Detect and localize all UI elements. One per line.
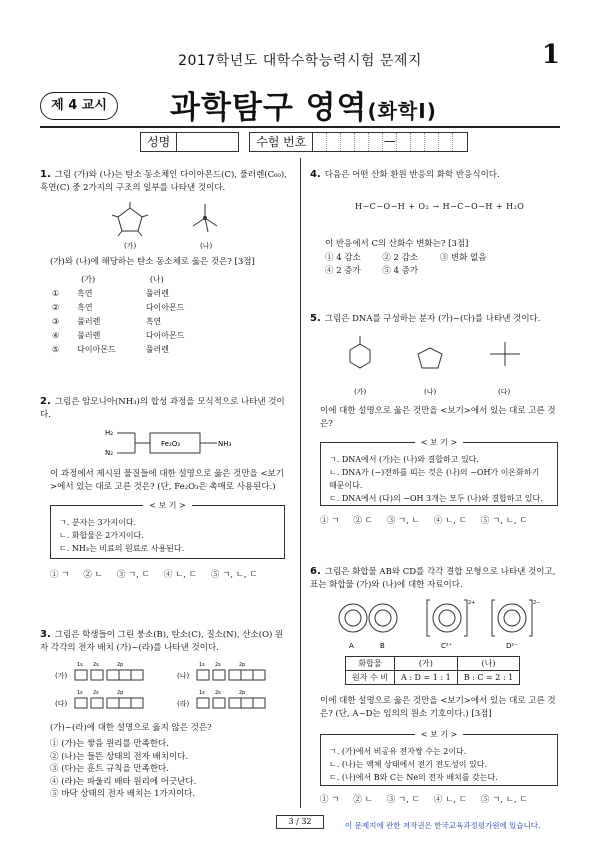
q6-table-cell: B : C = 2 : 1 [457,671,520,685]
svg-text:1s: 1s [199,662,205,668]
q5-answer[interactable]: ③ ㄱ, ㄴ [386,516,420,526]
q4-option[interactable]: ② 2 감소 [382,253,419,263]
svg-text:2p: 2p [117,690,124,696]
q6-answer[interactable]: ① ㄱ [320,795,340,805]
q6-table-header: (나) [457,657,520,671]
svg-text:(가): (가) [55,672,68,680]
exam-number-dash: — [383,133,397,151]
svg-text:2s: 2s [215,662,221,668]
phosphate-structure [490,342,520,366]
q6-table [345,656,520,685]
question-3 [40,628,290,655]
q3-config-c [55,690,143,708]
q6-bogi-item: ㄱ. (가)에서 비공유 전자쌍 수는 2이다. [329,747,467,756]
q6-answer[interactable]: ④ ㄴ, ㄷ [433,795,467,805]
q5-answer[interactable]: ② ㄷ [353,516,373,526]
q6-bogi-item: ㄷ. (나)에서 B와 C는 Ne의 전자 배치를 갖는다. [329,773,498,782]
period-badge: 제 4 교시 [40,92,118,120]
q1-label-b: (나) [200,242,213,250]
id-row [140,132,468,152]
q5-answers [320,514,542,526]
q6-answer[interactable]: ② ㄴ [353,795,373,805]
question-4 [310,168,560,182]
q3-question: (가)~(라)에 대한 설명으로 옳지 않은 것은? [50,723,212,733]
subject-main: 과학탐구 영역 [170,90,368,126]
svg-text:(나): (나) [177,672,190,680]
q3-config-b [177,662,265,680]
q6-question: 이에 대한 설명으로 옳은 것만을 <보기>에서 있는 대로 고른 것은? (단, A~D는 임의의 원소 기호이다.) [3점] [320,696,556,719]
q5-bogi-item: ㄱ. DNA에서 (가)는 (나)와 결합하고 있다. [329,455,479,464]
q3-option[interactable]: ② (나)는 들뜬 상태의 전자 배치이다. [50,751,189,762]
q6-table-cell: A : D = 1 : 1 [395,671,458,685]
q2-answer[interactable]: ④ ㄴ, ㄷ [163,570,197,580]
q2-n2: N₂ [105,449,114,457]
q6-bogi-item: ㄴ. (나)는 액체 상태에서 전기 전도성이 있다. [329,760,487,769]
q4-text: 다음은 어떤 산화 환원 반응의 화학 반응식이다. [324,170,500,180]
q4-number: 4. [310,169,321,180]
q5-label-a: (가) [354,388,367,396]
svg-text:2p: 2p [239,662,246,668]
svg-text:1s: 1s [77,690,83,696]
q5-number: 5. [310,313,321,324]
svg-text:(다): (다) [55,700,68,708]
q3-option[interactable]: ① (가)는 쌓음 원리를 만족한다. [50,739,169,749]
svg-text:2−: 2− [533,600,541,606]
svg-text:2+: 2+ [468,600,476,606]
q3-config-d [177,690,265,708]
q1-option[interactable]: ② 흑연 다이아몬드 [52,303,185,312]
q2-answer[interactable]: ③ ㄱ, ㄷ [116,570,150,580]
svg-text:2s: 2s [93,690,99,696]
q3-option[interactable]: ⑤ 바닥 상태의 전자 배치는 1가지이다. [50,789,196,799]
svg-text:B: B [380,642,385,650]
svg-text:2s: 2s [215,690,221,696]
q5-bogi-box [320,438,558,506]
q3-config-a [55,662,143,680]
copyright-notice: 이 문제지에 관한 저작권은 한국교육과정평가원에 있습니다. [345,821,541,830]
q2-bogi-item: ㄷ. NH₃는 비료의 원료로 사용된다. [59,544,185,553]
q5-figure [340,330,550,398]
q2-bogi-title: < 보 기 > [143,501,192,510]
q5-text: 그림은 DNA를 구성하는 분자 (가)~(다)를 나타낸 것이다. [324,314,541,324]
q6-answer[interactable]: ③ ㄱ, ㄷ [386,795,420,805]
q5-answer[interactable]: ① ㄱ [320,516,340,526]
svg-text:2s: 2s [93,662,99,668]
q6-table-header: 화합물 [346,657,395,671]
svg-text:C²⁺: C²⁺ [441,642,453,650]
q3-option[interactable]: ④ (라)는 파울리 배타 원리에 어긋난다. [50,776,197,787]
page-indicator: 3 / 32 [276,815,324,829]
q5-label-c: (다) [498,388,511,396]
svg-text:1s: 1s [199,690,205,696]
q5-question: 이에 대한 설명으로 옳은 것만을 <보기>에서 있는 대로 고른 것은? [320,406,556,429]
q4-option[interactable]: ⑤ 4 증가 [382,266,419,276]
q2-answer[interactable]: ② ㄴ [83,570,103,580]
pentagon-structure [112,202,148,236]
q3-option[interactable]: ③ (다)는 훈트 규칙을 만족한다. [50,764,169,774]
q4-option[interactable]: ① 4 감소 [325,253,361,263]
q2-h2: H₂ [105,429,114,437]
q3-options [50,738,290,801]
exam-number-field[interactable] [313,132,468,152]
subject-title [170,82,437,127]
q2-text: 그림은 암모니아(NH₃)의 합성 과정을 모식적으로 나타낸 것이다. [40,397,285,420]
q6-d-ion [492,600,540,650]
q5-answer[interactable]: ⑤ ㄱ, ㄴ, ㄷ [480,516,528,526]
deoxyribose-structure [418,348,442,368]
q6-answer[interactable]: ⑤ ㄱ, ㄴ, ㄷ [480,795,528,805]
q2-bogi-box [50,501,285,559]
question-6 [310,565,560,592]
q2-answers [50,568,272,580]
q6-table-header: (가) [395,657,458,671]
q1-option[interactable]: ⑤ 다이아몬드 풀러렌 [52,345,169,354]
page-number: 1 [541,40,560,70]
name-label: 성명 [140,132,177,152]
q6-figure [335,596,555,654]
q1-option[interactable]: ① 흑연 풀러렌 [52,289,169,298]
q6-bogi-box [320,730,558,786]
q1-options [50,272,192,358]
svg-text:D²⁻: D²⁻ [506,642,518,650]
q1-label-a: (가) [124,242,137,250]
total-pages: 32 [301,817,312,826]
q1-col-b: (나) [149,275,164,284]
q2-catalyst: Fe₂O₃ [161,440,181,448]
svg-text:2p: 2p [239,690,246,696]
q6-c-ion [427,600,475,650]
q5-bogi-item: ㄴ. DNA가 (−)전하를 띠는 것은 (나)의 −OH가 이온화하기 때문이다. [329,468,540,490]
svg-text:A: A [349,642,354,650]
q1-option[interactable]: ③ 풀러렌 흑연 [52,317,162,326]
exam-number-label: 수험 번호 [249,132,313,152]
q2-figure [105,425,255,461]
q4-question: 이 반응에서 C의 산화수 변화는? [3점] [325,239,469,249]
q2-bogi-item: ㄱ. 분자는 3가지이다. [59,518,137,527]
q6-ab-model [339,604,397,650]
q5-bogi-item: ㄷ. DNA에서 (다)의 −OH 3개는 모두 (나)와 결합하고 있다. [329,494,543,503]
name-field[interactable] [177,132,239,152]
q6-bogi-title: < 보 기 > [415,730,464,739]
q3-figure [55,658,295,718]
q4-equation: H−C−O−H + O₂ → H−C−O−H + H₂O [355,202,525,211]
svg-text:1s: 1s [77,662,83,668]
question-1 [40,168,290,195]
question-5 [310,312,560,326]
q1-number: 1. [40,169,51,180]
cytosine-structure [350,336,370,368]
q5-bogi-title: < 보 기 > [415,438,464,447]
q2-product: NH₃ [218,440,232,448]
q4-options [325,252,555,278]
q6-number: 6. [310,566,321,577]
q3-number: 3. [40,629,51,640]
q2-answer[interactable]: ⑤ ㄱ, ㄴ, ㄷ [210,570,258,580]
q5-label-b: (나) [424,388,437,396]
tetrahedral-structure [193,204,217,232]
q4-option[interactable]: ③ 변화 없음 [439,253,487,263]
q3-text: 그림은 학생들이 그린 붕소(B), 탄소(C), 질소(N), 산소(O) 원자 각각의 전자 배치 (가)~(라)를 나타낸 것이다. [40,630,284,653]
question-2 [40,395,290,422]
svg-text:(라): (라) [177,700,190,708]
q2-bogi-item: ㄴ. 화합물은 2가지이다. [59,531,144,540]
q1-option[interactable]: ④ 풀러렌 다이아몬드 [52,331,185,340]
q1-text: 그림 (가)와 (나)는 탄소 동소체인 다이아몬드(C), 풀러렌(C₆₀), 흑연(C) 중 2가지의 구조의 일부를 나타낸 것이다. [40,170,287,193]
q6-text: 그림은 화합물 AB와 CD를 각각 결합 모형으로 나타낸 것이고, 표는 화합물 (가)와 (나)에 대한 자료이다. [310,567,556,590]
exam-title: 2017학년도 대학수학능력시험 문제지 [178,53,422,69]
q6-answers [320,793,542,805]
subject-sub: (화학Ⅰ) [367,99,437,123]
q4-option[interactable]: ④ 2 증가 [325,266,361,276]
q2-number: 2. [40,396,51,407]
header-rule [40,126,560,128]
q1-question: (가)와 (나)에 해당하는 탄소 동소체로 옳은 것은? [3점] [50,257,255,267]
q1-figure [100,200,260,252]
column-divider [300,158,301,808]
q1-col-a: (가) [81,275,96,284]
q2-question: 이 과정에서 제시된 물질들에 대한 설명으로 옳은 것만을 <보기>에서 있는 대로 고른 것은? (단, Fe₂O₃은 촉매로 사용된다.) [50,469,285,492]
svg-text:2p: 2p [117,662,124,668]
q6-table-row-label: 원자 수 비 [346,671,395,685]
q5-answer[interactable]: ④ ㄴ, ㄷ [433,516,467,526]
q2-answer[interactable]: ① ㄱ [50,570,70,580]
current-page: 3 [288,817,294,826]
